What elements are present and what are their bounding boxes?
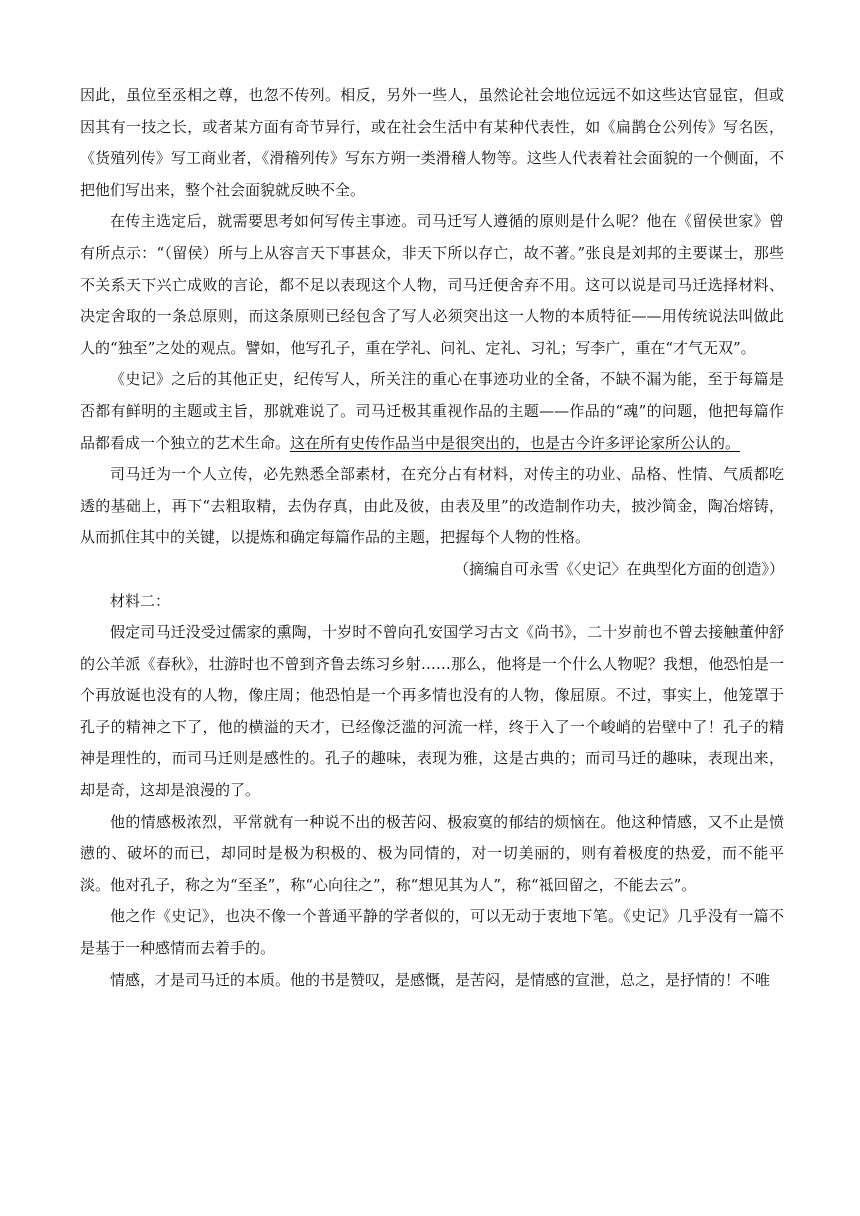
source-citation: （摘编自可永雪《〈史记〉在典型化方面的创造》） [453,559,784,578]
material-two-heading: 材料二： [110,591,171,610]
document-page [80,80,784,996]
underlined-sentence: 这在所有史传作品当中是很突出的，也是古今许多评论家所公认的。 [290,433,741,452]
paragraph-4: 司马迁为一个人立传，必先熟悉全部素材，在充分占有材料，对传主的功业、品格、性情、气质都吃透的基础上，再下“去粗取精，去伪存真，由此及彼，由表及里”的改造制作功夫，披沙简金，陶冶熔铸，从而抓住其中的关键，以提炼和确定每篇作品的主题，把握每个人物的性格。 [80,465,784,547]
paragraph-3 [80,364,784,459]
paragraph-8: 情感，才是司马迁的本质。他的书是赞叹，是感慨，是苦闷，是情感的宣泄，总之，是抒情的！不唯 [110,970,771,989]
paragraph-5: 假定司马迁没受过儒家的熏陶，十岁时不曾向孔安国学习古文《尚书》，二十岁前也不曾去接触董仲舒的公羊派《春秋》，壮游时也不曾到齐鲁去练习乡射……那么，他将是一个什么人物呢？我想，他恐怕是一个再放诞也没有的人物，像庄周；他恐怕是一个再多情也没有的人物，像屈原。不过，事实上，他笼罩于孔子的精神之下了，他的横溢的天才，已经像泛滥的河流一样，终于入了一个峻峭的岩壁中了！孔子的精神是理性的，而司马迁则是感性的。孔子的趣味，表现为雅，这是古典的；而司马迁的趣味，表现出来，却是奇，这却是浪漫的了。 [80,623,784,800]
paragraph-1: 因此，虽位至丞相之尊，也忽不传列。相反，另外一些人，虽然论社会地位远远不如这些达官显宦，但或因其有一技之长，或者某方面有奇节异行，或在社会生活中有某种代表性，如《扁鹊仓公列传》写名医，《货殖列传》写工商业者，《滑稽列传》写东方朔一类滑稽人物等。这些人代表着社会面貌的一个侧面，不把他们写出来，整个社会面貌就反映不全。 [80,86,784,199]
paragraph-6: 他的情感极浓烈，平常就有一种说不出的极苦闷、极寂寞的郁结的烦恼在。他这种情感，又不止是愤懑的、破坏的而已，却同时是极为积极的、极为同情的，对一切美丽的，则有着极度的热爱，而不能平淡。他对孔子，称之为“至圣”，称“心向往之”，称“想见其为人”，称“祗回留之，不能去云”。 [80,812,784,894]
paragraph-7: 他之作《史记》，也决不像一个普通平静的学者似的，可以无动于衷地下笔。《史记》几乎没有一篇不是基于一种感情而去着手的。 [80,907,784,958]
paragraph-2: 在传主选定后，就需要思考如何写传主事迹。司马迁写人遵循的原则是什么呢？他在《留侯世家》曾有所点示：“（留侯）所与上从容言天下事甚众，非天下所以存亡，故不著。”张良是刘邦的主要谋士，那些不关系天下兴亡成败的言论，都不足以表现这个人物，司马迁便舍弃不用。这可以说是司马迁选择材料、决定舍取的一条总原则，而这条原则已经包含了写人必须突出这一人物的本质特征——用传统说法叫做此人的“独至”之处的观点。譬如，他写孔子，重在学礼、问礼、定礼、习礼；写李广，重在“才气无双”。 [80,212,784,357]
paragraph-3-text: 《史记》之后的其他正史，纪传写人，所关注的重心在事迹功业的全备，不缺不漏为能，至于每篇是否都有鲜明的主题或主旨，那就难说了。司马迁极其重视作品的主题——作品的“魂”的问题，他把每篇作品都看成一个独立的艺术生命。 [80,370,784,452]
